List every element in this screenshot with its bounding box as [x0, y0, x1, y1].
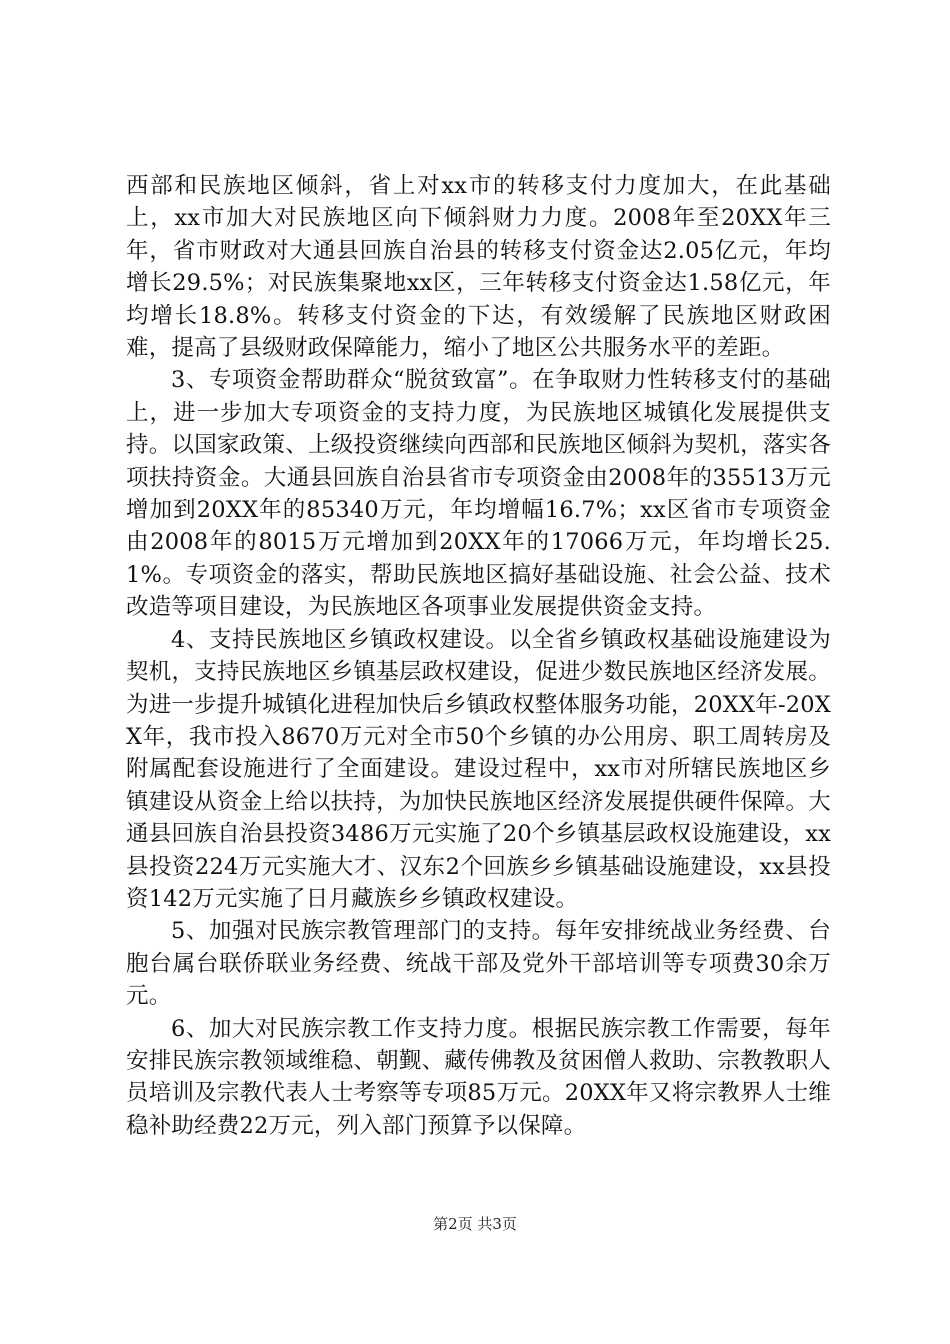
body-text — [126, 170, 831, 1142]
paragraph-continuation: 西部和民族地区倾斜，省上对xx市的转移支付力度加大，在此基础上，xx市加大对民族地区向下倾斜财力力度。2008年至20XX年三年，省市财政对大通县回族自治县的转移支付资金达2.05亿元，年均增长29.5%；对民族集聚地xx区，三年转移支付资金达1.58亿元，年均增长18.8%。转移支付资金的下达，有效缓解了民族地区财政困难，提高了县级财政保障能力，缩小了地区公共服务水平的差距。 — [126, 173, 831, 362]
paragraph-item-4: 4、支持民族地区乡镇政权建设。以全省乡镇政权基础设施建设为契机，支持民族地区乡镇基层政权建设，促进少数民族地区经济发展。为进一步提升城镇化进程加快后乡镇政权整体服务功能，20XX年-20XX年，我市投入8670万元对全市50个乡镇的办公用房、职工周转房及附属配套设施进行了全面建设。建设过程中，xx市对所辖民族地区乡镇建设从资金上给以扶持，为加快民族地区经济发展提供硬件保障。大通县回族自治县投资3486万元实施了20个乡镇基层政权设施建设，xx县投资224万元实施大才、汉东2个回族乡乡镇基础设施建设，xx县投资142万元实施了日月藏族乡乡镇政权建设。 — [126, 626, 831, 912]
paragraph-item-6: 6、加大对民族宗教工作支持力度。根据民族宗教工作需要，每年安排民族宗教领域维稳、朝觐、藏传佛教及贫困僧人救助、宗教教职人员培训及宗教代表人士考察等专项85万元。20XX年又将宗教界人士维稳补助经费22万元，列入部门预算予以保障。 — [126, 1015, 831, 1139]
paragraph-item-5: 5、加强对民族宗教管理部门的支持。每年安排统战业务经费、台胞台属台联侨联业务经费、统战干部及党外干部培训等专项费30余万元。 — [126, 918, 831, 1010]
paragraph-item-3: 3、专项资金帮助群众“脱贫致富”。在争取财力性转移支付的基础上，进一步加大专项资金的支持力度，为民族地区城镇化发展提供支持。以国家政策、上级投资继续向西部和民族地区倾斜为契机，落实各项扶持资金。大通县回族自治县省市专项资金由2008年的35513万元增加到20XX年的85340万元，年均增幅16.7%；xx区省市专项资金由2008年的8015万元增加到20XX年的17066万元，年均增长25.1%。专项资金的落实，帮助民族地区搞好基础设施、社会公益、技术改造等项目建设，为民族地区各项事业发展提供资金支持。 — [126, 367, 831, 621]
page-footer: 第2页 共3页 — [433, 1215, 517, 1233]
